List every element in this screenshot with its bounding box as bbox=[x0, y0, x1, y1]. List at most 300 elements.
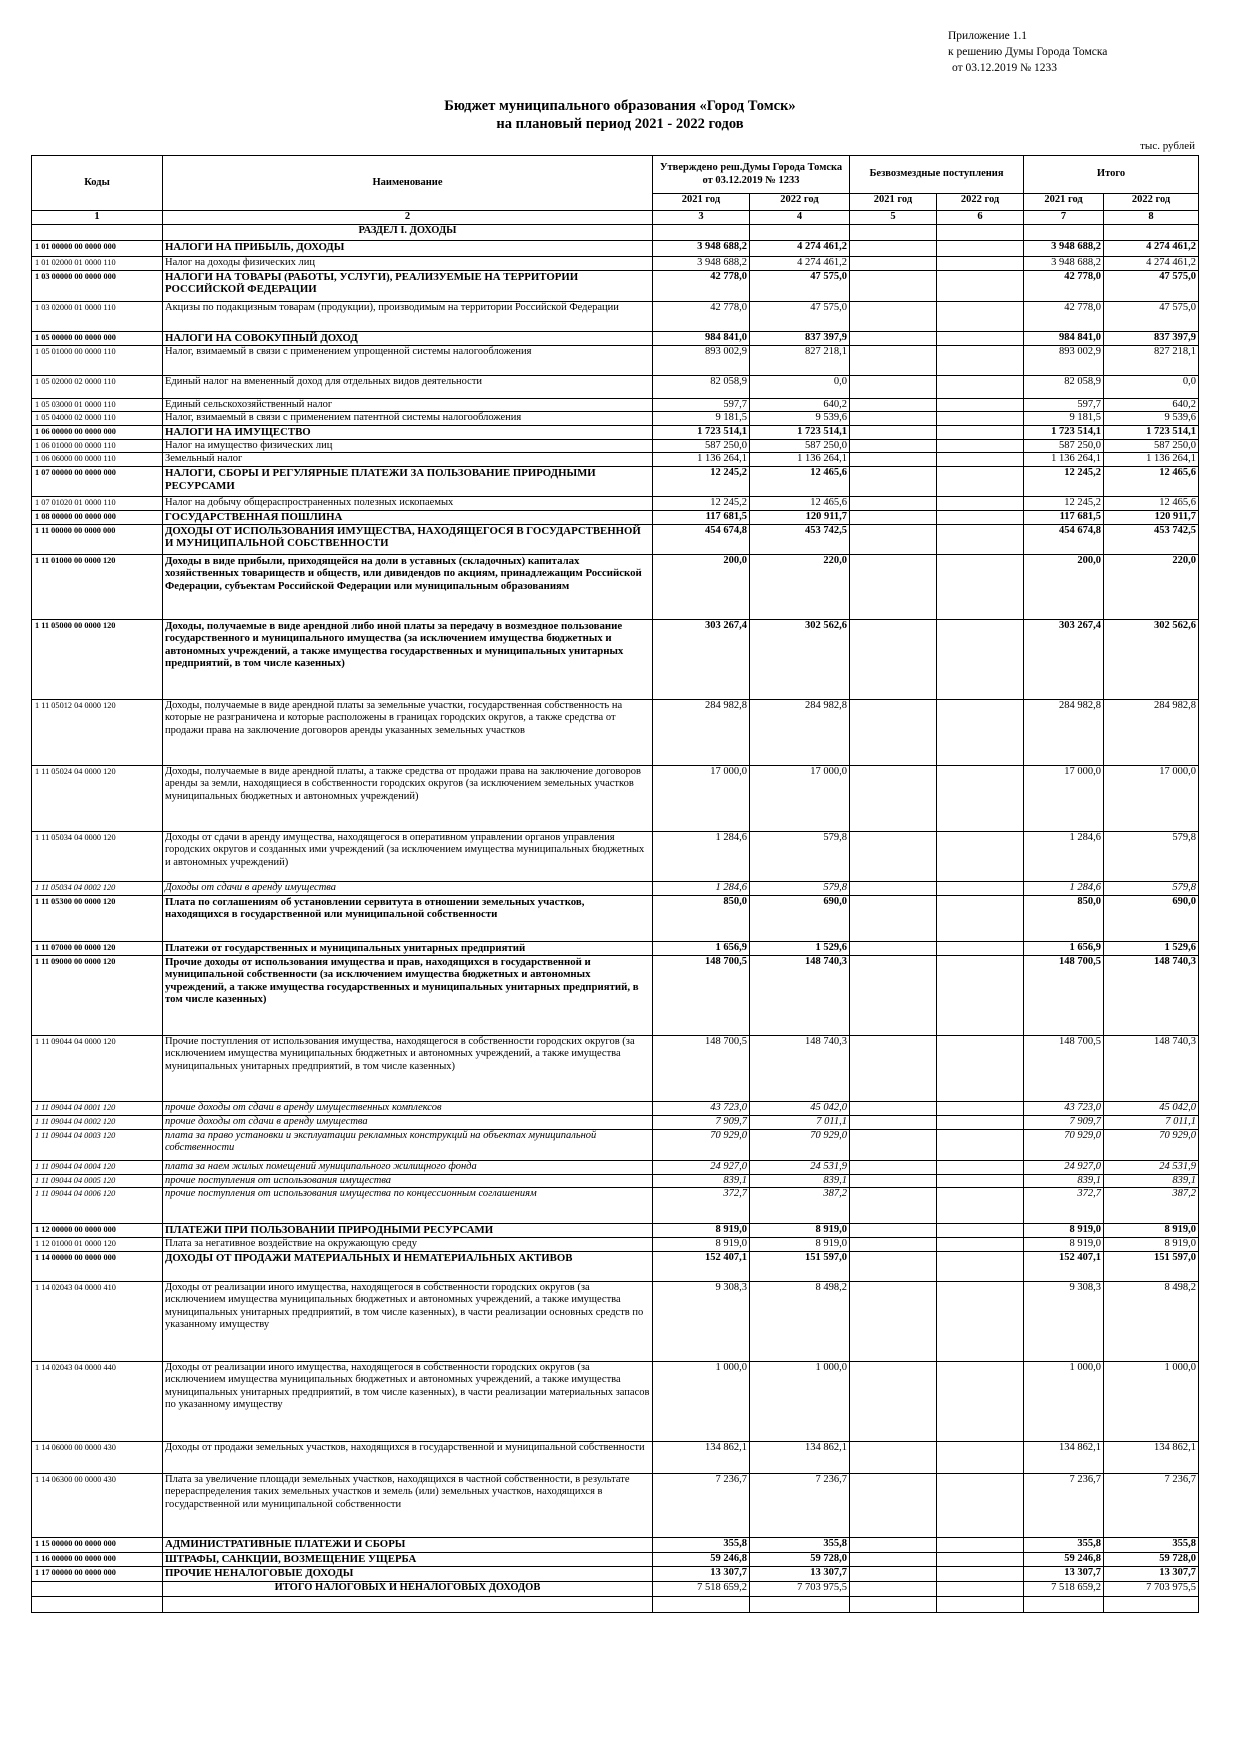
header-codes: Коды bbox=[32, 156, 163, 211]
row-value-approved-2021: 43 723,0 bbox=[653, 1101, 750, 1115]
row-value-total-2022: 7 703 975,5 bbox=[1104, 1581, 1199, 1596]
row-name: ИТОГО НАЛОГОВЫХ И НЕНАЛОГОВЫХ ДОХОДОВ bbox=[163, 1581, 653, 1596]
row-value-total-2022: 355,8 bbox=[1104, 1537, 1199, 1552]
row-value-total-2021: 59 246,8 bbox=[1024, 1552, 1104, 1566]
header-approved: Утверждено реш.Думы Города Томска от 03.12.2019 № 1233 bbox=[653, 156, 850, 194]
table-row bbox=[32, 1281, 1199, 1361]
row-value-approved-2021: 303 267,4 bbox=[653, 619, 750, 699]
row-value-approved-2022: 8 498,2 bbox=[750, 1281, 850, 1361]
row-name: ШТРАФЫ, САНКЦИИ, ВОЗМЕЩЕНИЕ УЩЕРБА bbox=[163, 1552, 653, 1566]
row-code: 1 01 00000 00 0000 000 bbox=[32, 240, 163, 256]
column-number: 2 bbox=[163, 211, 653, 225]
row-value-total-2022: 7 236,7 bbox=[1104, 1473, 1199, 1537]
title-line: на плановый период 2021 - 2022 годов bbox=[496, 116, 744, 132]
row-value-approved-2021: 850,0 bbox=[653, 895, 750, 941]
column-number: 8 bbox=[1104, 211, 1199, 225]
row-code: 1 05 00000 00 0000 000 bbox=[32, 331, 163, 345]
row-name: прочие доходы от сдачи в аренду имущественных комплексов bbox=[163, 1101, 653, 1115]
table-row bbox=[32, 895, 1199, 941]
row-name: плата за наем жилых помещений муниципального жилищного фонда bbox=[163, 1160, 653, 1174]
row-value-approved-2021: 8 919,0 bbox=[653, 1224, 750, 1238]
row-value-gratuitous-2021 bbox=[850, 467, 937, 497]
table-row bbox=[32, 331, 1199, 345]
row-value-total-2021: 3 948 688,2 bbox=[1024, 240, 1104, 256]
row-value-gratuitous-2022 bbox=[937, 1537, 1024, 1552]
table-row bbox=[32, 375, 1199, 398]
row-value-gratuitous-2022 bbox=[937, 1101, 1024, 1115]
row-value-approved-2022: 839,1 bbox=[750, 1174, 850, 1188]
row-value-approved-2021: 200,0 bbox=[653, 554, 750, 619]
table-row bbox=[32, 1224, 1199, 1238]
row-value-gratuitous-2021 bbox=[850, 1115, 937, 1129]
table-row bbox=[32, 1566, 1199, 1581]
row-value-total-2021: 1 000,0 bbox=[1024, 1361, 1104, 1441]
row-name: Прочие поступления от использования имущества, находящегося в собственности городских округов (за исключением имущества муниципальных бюджетных и автономных учреждений, а также имущества муниципальных унитарных предприятий, в том числе казенных) bbox=[163, 1035, 653, 1101]
row-value-gratuitous-2021 bbox=[850, 831, 937, 881]
row-code: 1 14 00000 00 0000 000 bbox=[32, 1251, 163, 1281]
row-value-gratuitous-2021 bbox=[850, 240, 937, 256]
row-code: 1 05 03000 01 0000 110 bbox=[32, 398, 163, 412]
row-value-total-2022: 302 562,6 bbox=[1104, 619, 1199, 699]
row-value-gratuitous-2021 bbox=[850, 1174, 937, 1188]
row-value-approved-2022: 1 723 514,1 bbox=[750, 426, 850, 440]
row-value-total-2022: 1 529,6 bbox=[1104, 941, 1199, 955]
row-name: Доходы, получаемые в виде арендной либо иной платы за передачу в возмездное пользование государственного и муниципального имущества (за исключением имущества бюджетных и автономных учреждений, а также имущества государственных и муниципальных унитарных предприятий, в том числе казенных) bbox=[163, 619, 653, 699]
row-value-total-2022: 8 498,2 bbox=[1104, 1281, 1199, 1361]
row-value-approved-2021: 9 308,3 bbox=[653, 1281, 750, 1361]
row-value-gratuitous-2021 bbox=[850, 1129, 937, 1160]
row-value-gratuitous-2021 bbox=[850, 511, 937, 525]
row-value-total-2021: 43 723,0 bbox=[1024, 1101, 1104, 1115]
row-value-gratuitous-2022 bbox=[937, 497, 1024, 511]
row-value-gratuitous-2021 bbox=[850, 765, 937, 831]
row-value-gratuitous-2021 bbox=[850, 375, 937, 398]
document-title bbox=[0, 97, 1240, 133]
row-value-gratuitous-2021 bbox=[850, 301, 937, 331]
row-value-approved-2022: 587 250,0 bbox=[750, 439, 850, 453]
row-value-approved-2021: 1 284,6 bbox=[653, 831, 750, 881]
row-value-approved-2021: 59 246,8 bbox=[653, 1552, 750, 1566]
row-value-total-2022 bbox=[1104, 224, 1199, 240]
row-value-gratuitous-2021 bbox=[850, 881, 937, 895]
row-value-approved-2022: 7 236,7 bbox=[750, 1473, 850, 1537]
row-value-approved-2021: 42 778,0 bbox=[653, 270, 750, 301]
table-row bbox=[32, 453, 1199, 467]
table-row bbox=[32, 1115, 1199, 1129]
row-code: 1 11 07000 00 0000 120 bbox=[32, 941, 163, 955]
row-code: 1 11 09044 04 0000 120 bbox=[32, 1035, 163, 1101]
table-row bbox=[32, 765, 1199, 831]
row-value-gratuitous-2021 bbox=[850, 1101, 937, 1115]
row-value-total-2021: 9 181,5 bbox=[1024, 412, 1104, 426]
row-value-total-2022: 148 740,3 bbox=[1104, 955, 1199, 1035]
row-value-total-2021: 1 136 264,1 bbox=[1024, 453, 1104, 467]
column-numbers-row bbox=[32, 211, 1199, 225]
row-value-gratuitous-2021 bbox=[850, 453, 937, 467]
row-name: Земельный налог bbox=[163, 453, 653, 467]
row-value-gratuitous-2021 bbox=[850, 224, 937, 240]
row-value-total-2021: 8 919,0 bbox=[1024, 1224, 1104, 1238]
row-value-total-2021: 9 308,3 bbox=[1024, 1281, 1104, 1361]
row-value-approved-2022: 12 465,6 bbox=[750, 467, 850, 497]
row-code: 1 11 09000 00 0000 120 bbox=[32, 955, 163, 1035]
row-value-gratuitous-2022 bbox=[937, 467, 1024, 497]
row-value-total-2021: 3 948 688,2 bbox=[1024, 256, 1104, 270]
header-name: Наименование bbox=[163, 156, 653, 211]
row-value-total-2021: 42 778,0 bbox=[1024, 270, 1104, 301]
row-code: 1 11 05034 04 0000 120 bbox=[32, 831, 163, 881]
row-value-gratuitous-2022 bbox=[937, 524, 1024, 554]
row-value-total-2021: 303 267,4 bbox=[1024, 619, 1104, 699]
table-row bbox=[32, 1251, 1199, 1281]
row-value-total-2022: 7 011,1 bbox=[1104, 1115, 1199, 1129]
row-name: ПРОЧИЕ НЕНАЛОГОВЫЕ ДОХОДЫ bbox=[163, 1566, 653, 1581]
table-row bbox=[32, 511, 1199, 525]
row-name: Плата за увеличение площади земельных участков, находящихся в частной собственности, в результате перераспределения таких земельных участков и земель (или) земельных участков, находящихся в государственной или муниципальной собственности bbox=[163, 1473, 653, 1537]
table-row bbox=[32, 1581, 1199, 1596]
table-row bbox=[32, 1160, 1199, 1174]
row-value-approved-2021: 839,1 bbox=[653, 1174, 750, 1188]
row-name: ПЛАТЕЖИ ПРИ ПОЛЬЗОВАНИИ ПРИРОДНЫМИ РЕСУРСАМИ bbox=[163, 1224, 653, 1238]
row-name: Доходы, получаемые в виде арендной платы, а также средства от продажи права на заключение договоров аренды за земли, находящиеся в собственности городских округов (за исключением земельных участков муниципальных бюджетных и автономных учреждений) bbox=[163, 765, 653, 831]
row-value-approved-2022: 7 011,1 bbox=[750, 1115, 850, 1129]
table-row bbox=[32, 497, 1199, 511]
table-row bbox=[32, 1361, 1199, 1441]
row-name: ГОСУДАРСТВЕННАЯ ПОШЛИНА bbox=[163, 511, 653, 525]
budget-table bbox=[31, 155, 1199, 1613]
row-value-approved-2021: 42 778,0 bbox=[653, 301, 750, 331]
row-value-approved-2022: 220,0 bbox=[750, 554, 850, 619]
row-value-approved-2021: 372,7 bbox=[653, 1188, 750, 1224]
row-value-approved-2021: 1 284,6 bbox=[653, 881, 750, 895]
row-value-approved-2022: 47 575,0 bbox=[750, 301, 850, 331]
row-value-total-2022: 12 465,6 bbox=[1104, 467, 1199, 497]
column-number: 7 bbox=[1024, 211, 1104, 225]
row-value-approved-2022: 690,0 bbox=[750, 895, 850, 941]
row-value-total-2021: 984 841,0 bbox=[1024, 331, 1104, 345]
table-row bbox=[32, 1441, 1199, 1473]
row-value-gratuitous-2021 bbox=[850, 412, 937, 426]
row-code: 1 11 09044 04 0001 120 bbox=[32, 1101, 163, 1115]
row-value-approved-2022: 1 529,6 bbox=[750, 941, 850, 955]
row-value-total-2022: 8 919,0 bbox=[1104, 1238, 1199, 1252]
row-value-gratuitous-2022 bbox=[937, 426, 1024, 440]
row-value-total-2021: 82 058,9 bbox=[1024, 375, 1104, 398]
row-value-gratuitous-2022 bbox=[937, 554, 1024, 619]
row-code: 1 11 05000 00 0000 120 bbox=[32, 619, 163, 699]
row-value-total-2022: 47 575,0 bbox=[1104, 301, 1199, 331]
row-value-gratuitous-2021 bbox=[850, 1238, 937, 1252]
row-code: 1 11 09044 04 0005 120 bbox=[32, 1174, 163, 1188]
row-value-gratuitous-2021 bbox=[850, 1281, 937, 1361]
row-value-total-2022: 8 919,0 bbox=[1104, 1224, 1199, 1238]
row-value-total-2021: 454 674,8 bbox=[1024, 524, 1104, 554]
row-value-gratuitous-2022 bbox=[937, 398, 1024, 412]
row-value-approved-2022: 387,2 bbox=[750, 1188, 850, 1224]
column-number: 4 bbox=[750, 211, 850, 225]
row-name bbox=[163, 1596, 653, 1612]
row-value-approved-2022: 640,2 bbox=[750, 398, 850, 412]
row-value-gratuitous-2022 bbox=[937, 1441, 1024, 1473]
row-code: 1 11 05300 00 0000 120 bbox=[32, 895, 163, 941]
header-gratuitous: Безвозмездные поступления bbox=[850, 156, 1024, 194]
row-code: 1 06 06000 00 0000 110 bbox=[32, 453, 163, 467]
row-value-gratuitous-2021 bbox=[850, 1224, 937, 1238]
row-value-approved-2022: 0,0 bbox=[750, 375, 850, 398]
header-total: Итого bbox=[1024, 156, 1199, 194]
table-row bbox=[32, 1552, 1199, 1566]
row-value-approved-2021: 597,7 bbox=[653, 398, 750, 412]
row-value-total-2022: 690,0 bbox=[1104, 895, 1199, 941]
row-value-approved-2021: 148 700,5 bbox=[653, 955, 750, 1035]
row-name: АДМИНИСТРАТИВНЫЕ ПЛАТЕЖИ И СБОРЫ bbox=[163, 1537, 653, 1552]
row-value-gratuitous-2021 bbox=[850, 439, 937, 453]
row-value-gratuitous-2021 bbox=[850, 1160, 937, 1174]
row-value-total-2022: 4 274 461,2 bbox=[1104, 240, 1199, 256]
row-value-total-2022: 839,1 bbox=[1104, 1174, 1199, 1188]
row-value-total-2021: 839,1 bbox=[1024, 1174, 1104, 1188]
row-value-approved-2022: 1 136 264,1 bbox=[750, 453, 850, 467]
row-value-total-2021: 355,8 bbox=[1024, 1537, 1104, 1552]
table-row bbox=[32, 1238, 1199, 1252]
row-value-approved-2021: 13 307,7 bbox=[653, 1566, 750, 1581]
table-row bbox=[32, 439, 1199, 453]
table-row bbox=[32, 699, 1199, 765]
row-value-gratuitous-2022 bbox=[937, 1174, 1024, 1188]
row-value-approved-2022 bbox=[750, 1596, 850, 1612]
row-value-gratuitous-2021 bbox=[850, 270, 937, 301]
header-year: 2022 год bbox=[1104, 194, 1199, 211]
row-value-approved-2021: 7 518 659,2 bbox=[653, 1581, 750, 1596]
header-row bbox=[32, 156, 1199, 194]
row-value-total-2022: 587 250,0 bbox=[1104, 439, 1199, 453]
row-value-total-2021: 148 700,5 bbox=[1024, 955, 1104, 1035]
row-value-total-2022: 13 307,7 bbox=[1104, 1566, 1199, 1581]
row-name: прочие поступления от использования имущества по концессионным соглашениям bbox=[163, 1188, 653, 1224]
row-value-total-2022 bbox=[1104, 1596, 1199, 1612]
row-value-approved-2021: 24 927,0 bbox=[653, 1160, 750, 1174]
row-value-total-2021: 1 284,6 bbox=[1024, 881, 1104, 895]
row-value-gratuitous-2021 bbox=[850, 331, 937, 345]
header-year: 2022 год bbox=[750, 194, 850, 211]
row-value-total-2021: 13 307,7 bbox=[1024, 1566, 1104, 1581]
row-code: 1 03 02000 01 0000 110 bbox=[32, 301, 163, 331]
row-code: 1 16 00000 00 0000 000 bbox=[32, 1552, 163, 1566]
table-row bbox=[32, 1035, 1199, 1101]
column-number: 1 bbox=[32, 211, 163, 225]
row-value-total-2022: 220,0 bbox=[1104, 554, 1199, 619]
table-row bbox=[32, 1188, 1199, 1224]
column-number: 3 bbox=[653, 211, 750, 225]
row-value-total-2022: 151 597,0 bbox=[1104, 1251, 1199, 1281]
row-value-gratuitous-2021 bbox=[850, 1361, 937, 1441]
row-name: НАЛОГИ НА ТОВАРЫ (РАБОТЫ, УСЛУГИ), РЕАЛИЗУЕМЫЕ НА ТЕРРИТОРИИ РОССИЙСКОЙ ФЕДЕРАЦИИ bbox=[163, 270, 653, 301]
row-value-total-2021 bbox=[1024, 224, 1104, 240]
row-value-gratuitous-2022 bbox=[937, 1188, 1024, 1224]
table-row bbox=[32, 224, 1199, 240]
row-code: 1 14 02043 04 0000 410 bbox=[32, 1281, 163, 1361]
row-value-approved-2022: 59 728,0 bbox=[750, 1552, 850, 1566]
row-value-gratuitous-2021 bbox=[850, 256, 937, 270]
table-row bbox=[32, 301, 1199, 331]
row-code: 1 03 00000 00 0000 000 bbox=[32, 270, 163, 301]
row-name: Налог, взимаемый в связи с применением патентной системы налогообложения bbox=[163, 412, 653, 426]
row-name: Налог на добычу общераспространенных полезных ископаемых bbox=[163, 497, 653, 511]
row-name: Доходы от реализации иного имущества, находящегося в собственности городских округов (за исключением имущества муниципальных бюджетных и автономных учреждений, а также имущества муниципальных унитарных предприятий, в том числе казенных), в части реализации материальных запасов по указанному имуществу bbox=[163, 1361, 653, 1441]
row-value-total-2022: 579,8 bbox=[1104, 881, 1199, 895]
row-value-approved-2022: 148 740,3 bbox=[750, 955, 850, 1035]
row-name: Налог, взимаемый в связи с применением упрощенной системы налогообложения bbox=[163, 345, 653, 375]
row-value-total-2022: 453 742,5 bbox=[1104, 524, 1199, 554]
row-name: Налог на имущество физических лиц bbox=[163, 439, 653, 453]
row-value-gratuitous-2022 bbox=[937, 1160, 1024, 1174]
row-code bbox=[32, 1581, 163, 1596]
row-value-approved-2021: 3 948 688,2 bbox=[653, 240, 750, 256]
row-value-total-2022: 70 929,0 bbox=[1104, 1129, 1199, 1160]
row-value-total-2021: 893 002,9 bbox=[1024, 345, 1104, 375]
row-value-total-2021: 8 919,0 bbox=[1024, 1238, 1104, 1252]
row-value-total-2022: 47 575,0 bbox=[1104, 270, 1199, 301]
row-code: 1 12 00000 00 0000 000 bbox=[32, 1224, 163, 1238]
row-value-total-2021: 1 656,9 bbox=[1024, 941, 1104, 955]
row-value-gratuitous-2022 bbox=[937, 439, 1024, 453]
row-value-gratuitous-2022 bbox=[937, 895, 1024, 941]
row-value-total-2022: 59 728,0 bbox=[1104, 1552, 1199, 1566]
row-value-approved-2022: 827 218,1 bbox=[750, 345, 850, 375]
row-value-approved-2022: 7 703 975,5 bbox=[750, 1581, 850, 1596]
row-value-gratuitous-2021 bbox=[850, 941, 937, 955]
row-value-gratuitous-2021 bbox=[850, 619, 937, 699]
row-value-gratuitous-2021 bbox=[850, 1441, 937, 1473]
row-value-approved-2022: 355,8 bbox=[750, 1537, 850, 1552]
row-name: РАЗДЕЛ I. ДОХОДЫ bbox=[163, 224, 653, 240]
row-value-gratuitous-2021 bbox=[850, 426, 937, 440]
row-value-approved-2022 bbox=[750, 224, 850, 240]
table-row bbox=[32, 1596, 1199, 1612]
table-row bbox=[32, 831, 1199, 881]
row-value-gratuitous-2021 bbox=[850, 524, 937, 554]
row-value-gratuitous-2021 bbox=[850, 497, 937, 511]
row-code: 1 14 02043 04 0000 440 bbox=[32, 1361, 163, 1441]
row-code: 1 07 00000 00 0000 000 bbox=[32, 467, 163, 497]
row-value-approved-2021: 12 245,2 bbox=[653, 467, 750, 497]
row-code: 1 11 09044 04 0002 120 bbox=[32, 1115, 163, 1129]
table-row bbox=[32, 240, 1199, 256]
row-value-total-2022: 387,2 bbox=[1104, 1188, 1199, 1224]
table-row bbox=[32, 941, 1199, 955]
row-code: 1 15 00000 00 0000 000 bbox=[32, 1537, 163, 1552]
row-value-total-2022: 4 274 461,2 bbox=[1104, 256, 1199, 270]
row-code: 1 11 05012 04 0000 120 bbox=[32, 699, 163, 765]
row-value-gratuitous-2022 bbox=[937, 1129, 1024, 1160]
row-value-total-2021: 597,7 bbox=[1024, 398, 1104, 412]
row-value-approved-2021: 984 841,0 bbox=[653, 331, 750, 345]
row-value-approved-2022: 1 000,0 bbox=[750, 1361, 850, 1441]
row-value-total-2021: 134 862,1 bbox=[1024, 1441, 1104, 1473]
row-value-gratuitous-2022 bbox=[937, 1035, 1024, 1101]
row-value-total-2021: 117 681,5 bbox=[1024, 511, 1104, 525]
row-name: Акцизы по подакцизным товарам (продукции), производимым на территории Российской Федерации bbox=[163, 301, 653, 331]
row-code: 1 08 00000 00 0000 000 bbox=[32, 511, 163, 525]
row-value-approved-2022: 4 274 461,2 bbox=[750, 240, 850, 256]
row-name: Доходы в виде прибыли, приходящейся на доли в уставных (складочных) капиталах хозяйственных товариществ и обществ, или дивидендов по акциям, принадлежащим Российской Федерации, субъектам Российской Федерации или муниципальным образованиям bbox=[163, 554, 653, 619]
row-name: Доходы от сдачи в аренду имущества, находящегося в оперативном управлении органов управления городских округов и созданных ими учреждений (за исключением имущества муниципальных бюджетных и автономных учреждений) bbox=[163, 831, 653, 881]
row-value-approved-2021: 1 000,0 bbox=[653, 1361, 750, 1441]
appendix-line: от 03.12.2019 № 1233 bbox=[952, 62, 1057, 74]
table-row bbox=[32, 1473, 1199, 1537]
row-code: 1 01 02000 01 0000 110 bbox=[32, 256, 163, 270]
row-code bbox=[32, 1596, 163, 1612]
row-value-approved-2022: 134 862,1 bbox=[750, 1441, 850, 1473]
row-value-total-2021: 200,0 bbox=[1024, 554, 1104, 619]
table-row bbox=[32, 619, 1199, 699]
row-value-approved-2022: 302 562,6 bbox=[750, 619, 850, 699]
row-value-gratuitous-2021 bbox=[850, 895, 937, 941]
row-value-total-2022: 837 397,9 bbox=[1104, 331, 1199, 345]
row-value-gratuitous-2022 bbox=[937, 1566, 1024, 1581]
column-number: 6 bbox=[937, 211, 1024, 225]
row-value-gratuitous-2021 bbox=[850, 345, 937, 375]
row-value-approved-2021: 587 250,0 bbox=[653, 439, 750, 453]
row-value-total-2022: 579,8 bbox=[1104, 831, 1199, 881]
row-value-approved-2022: 8 919,0 bbox=[750, 1224, 850, 1238]
row-name: ДОХОДЫ ОТ ИСПОЛЬЗОВАНИЯ ИМУЩЕСТВА, НАХОДЯЩЕГОСЯ В ГОСУДАРСТВЕННОЙ И МУНИЦИПАЛЬНОЙ СОБСТВЕННОСТИ bbox=[163, 524, 653, 554]
row-value-gratuitous-2021 bbox=[850, 398, 937, 412]
row-value-gratuitous-2022 bbox=[937, 240, 1024, 256]
header-year: 2021 год bbox=[850, 194, 937, 211]
row-code: 1 06 01000 00 0000 110 bbox=[32, 439, 163, 453]
table-row bbox=[32, 1101, 1199, 1115]
row-value-approved-2022: 579,8 bbox=[750, 881, 850, 895]
row-value-total-2022: 9 539,6 bbox=[1104, 412, 1199, 426]
row-value-gratuitous-2021 bbox=[850, 1537, 937, 1552]
row-value-gratuitous-2022 bbox=[937, 224, 1024, 240]
row-code: 1 11 01000 00 0000 120 bbox=[32, 554, 163, 619]
row-value-total-2021: 42 778,0 bbox=[1024, 301, 1104, 331]
row-code: 1 11 05034 04 0002 120 bbox=[32, 881, 163, 895]
row-value-gratuitous-2022 bbox=[937, 1581, 1024, 1596]
row-value-gratuitous-2022 bbox=[937, 1224, 1024, 1238]
row-value-total-2021: 1 284,6 bbox=[1024, 831, 1104, 881]
row-value-approved-2022: 12 465,6 bbox=[750, 497, 850, 511]
row-value-approved-2022: 453 742,5 bbox=[750, 524, 850, 554]
row-name: НАЛОГИ НА ПРИБЫЛЬ, ДОХОДЫ bbox=[163, 240, 653, 256]
row-value-gratuitous-2022 bbox=[937, 1361, 1024, 1441]
row-value-total-2022: 12 465,6 bbox=[1104, 497, 1199, 511]
title-line: Бюджет муниципального образования «Город Томск» bbox=[444, 98, 796, 114]
row-name: Налог на доходы физических лиц bbox=[163, 256, 653, 270]
row-value-approved-2022: 9 539,6 bbox=[750, 412, 850, 426]
row-name: НАЛОГИ НА ИМУЩЕСТВО bbox=[163, 426, 653, 440]
appendix-line: к решению Думы Города Томска bbox=[948, 46, 1108, 58]
row-value-gratuitous-2022 bbox=[937, 955, 1024, 1035]
row-name: Доходы от продажи земельных участков, находящихся в государственной и муниципальной собственности bbox=[163, 1441, 653, 1473]
header-year: 2021 год bbox=[1024, 194, 1104, 211]
row-code: 1 11 05024 04 0000 120 bbox=[32, 765, 163, 831]
table-row bbox=[32, 467, 1199, 497]
row-value-approved-2021 bbox=[653, 224, 750, 240]
row-value-approved-2021: 893 002,9 bbox=[653, 345, 750, 375]
row-value-gratuitous-2022 bbox=[937, 881, 1024, 895]
table-row bbox=[32, 881, 1199, 895]
row-value-gratuitous-2021 bbox=[850, 1188, 937, 1224]
row-value-gratuitous-2022 bbox=[937, 1238, 1024, 1252]
row-code: 1 11 00000 00 0000 000 bbox=[32, 524, 163, 554]
row-value-total-2021 bbox=[1024, 1596, 1104, 1612]
row-value-approved-2021: 148 700,5 bbox=[653, 1035, 750, 1101]
row-value-approved-2022: 151 597,0 bbox=[750, 1251, 850, 1281]
row-value-gratuitous-2022 bbox=[937, 1281, 1024, 1361]
